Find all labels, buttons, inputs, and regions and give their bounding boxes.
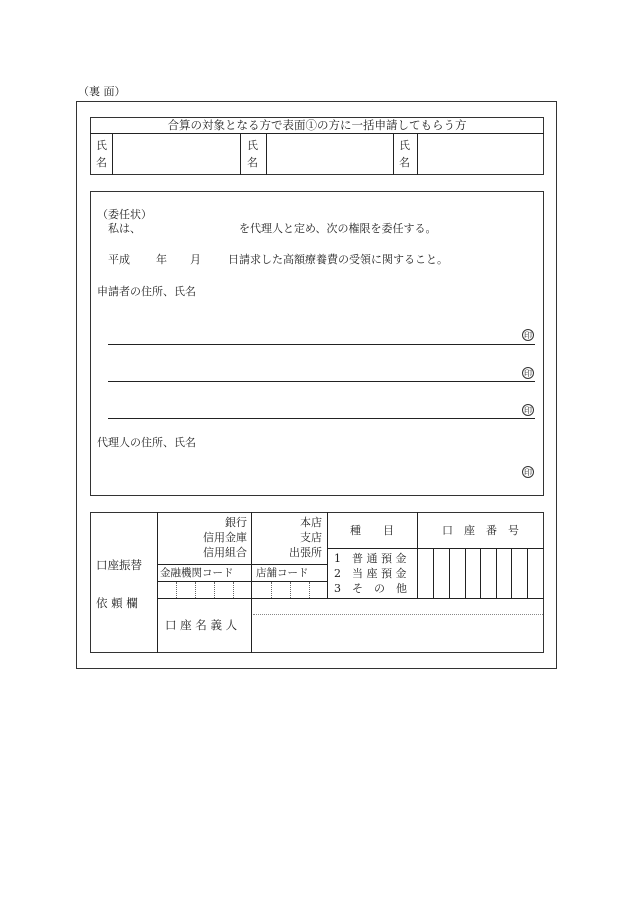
seal-mark-2: 印	[524, 369, 532, 378]
account-holder-label: 口 座 名 義 人	[165, 618, 238, 632]
bank-section-label-1: 口座振替	[96, 558, 142, 572]
account-type-current[interactable]: 2 当 座 預 金	[334, 567, 407, 580]
branch-type-office: 出張所	[289, 546, 322, 559]
name-label-2-top: 氏	[247, 139, 258, 152]
branch-name-field[interactable]	[252, 513, 292, 563]
bank-code-label: 金融機関コード	[160, 567, 234, 579]
name-label-3-bottom: 名	[399, 156, 410, 169]
account-number-header: 口 座 番 号	[442, 524, 519, 537]
seal-mark-1: 印	[524, 331, 532, 340]
applicant-line-2[interactable]	[108, 381, 535, 382]
name-field-2[interactable]	[267, 134, 392, 174]
institution-type-shinkin: 信用金庫	[203, 531, 247, 544]
applicant-label: 申請者の住所、氏名	[97, 285, 196, 298]
institution-type-bank: 銀行	[225, 516, 247, 529]
name-label-3-top: 氏	[399, 139, 410, 152]
page-side-label: （裏 面）	[78, 85, 126, 98]
year-label: 年	[156, 253, 167, 266]
account-type-other[interactable]: 3 そ の 他	[334, 582, 407, 595]
name-field-1[interactable]	[113, 134, 239, 174]
agent-name-field[interactable]	[142, 221, 236, 235]
delegation-line1-suffix: を代理人と定め、次の権限を委任する。	[239, 222, 437, 235]
name-label-1-top: 氏	[96, 139, 107, 152]
delegation-line2-suffix: 日請求した高額療養費の受領に関すること。	[228, 253, 448, 266]
agent-address-field[interactable]	[108, 455, 518, 477]
agent-label: 代理人の住所、氏名	[97, 436, 196, 449]
institution-name-field[interactable]	[158, 513, 208, 563]
seal-mark-4: 印	[524, 468, 532, 477]
account-number-field[interactable]	[418, 549, 543, 597]
name-field-3[interactable]	[418, 134, 543, 174]
delegation-line1-prefix: 私は、	[108, 222, 141, 235]
applicant-line-1[interactable]	[108, 344, 535, 345]
name-label-2-bottom: 名	[247, 156, 258, 169]
branch-type-branch: 支店	[300, 531, 322, 544]
account-type-header: 種 目	[350, 524, 394, 537]
account-type-ordinary[interactable]: 1 普 通 預 金	[334, 552, 407, 565]
branch-code-label: 店舗コード	[256, 567, 309, 579]
name-label-1-bottom: 名	[96, 156, 107, 169]
applicant-line-3[interactable]	[108, 418, 535, 419]
combined-title: 合算の対象となる方で表面①の方に一括申請してもらう方	[167, 118, 467, 132]
bank-section-label-2: 依 頼 欄	[96, 596, 138, 610]
account-holder-field[interactable]	[252, 599, 543, 652]
branch-code-field[interactable]	[252, 582, 327, 597]
delegation-heading: （委任状）	[97, 208, 152, 221]
era-label: 平成	[108, 253, 130, 266]
bank-code-field[interactable]	[158, 582, 251, 597]
institution-type-kumiai: 信用組合	[203, 546, 247, 559]
seal-mark-3: 印	[524, 406, 532, 415]
branch-type-head: 本店	[300, 516, 322, 529]
month-label: 月	[190, 253, 201, 266]
